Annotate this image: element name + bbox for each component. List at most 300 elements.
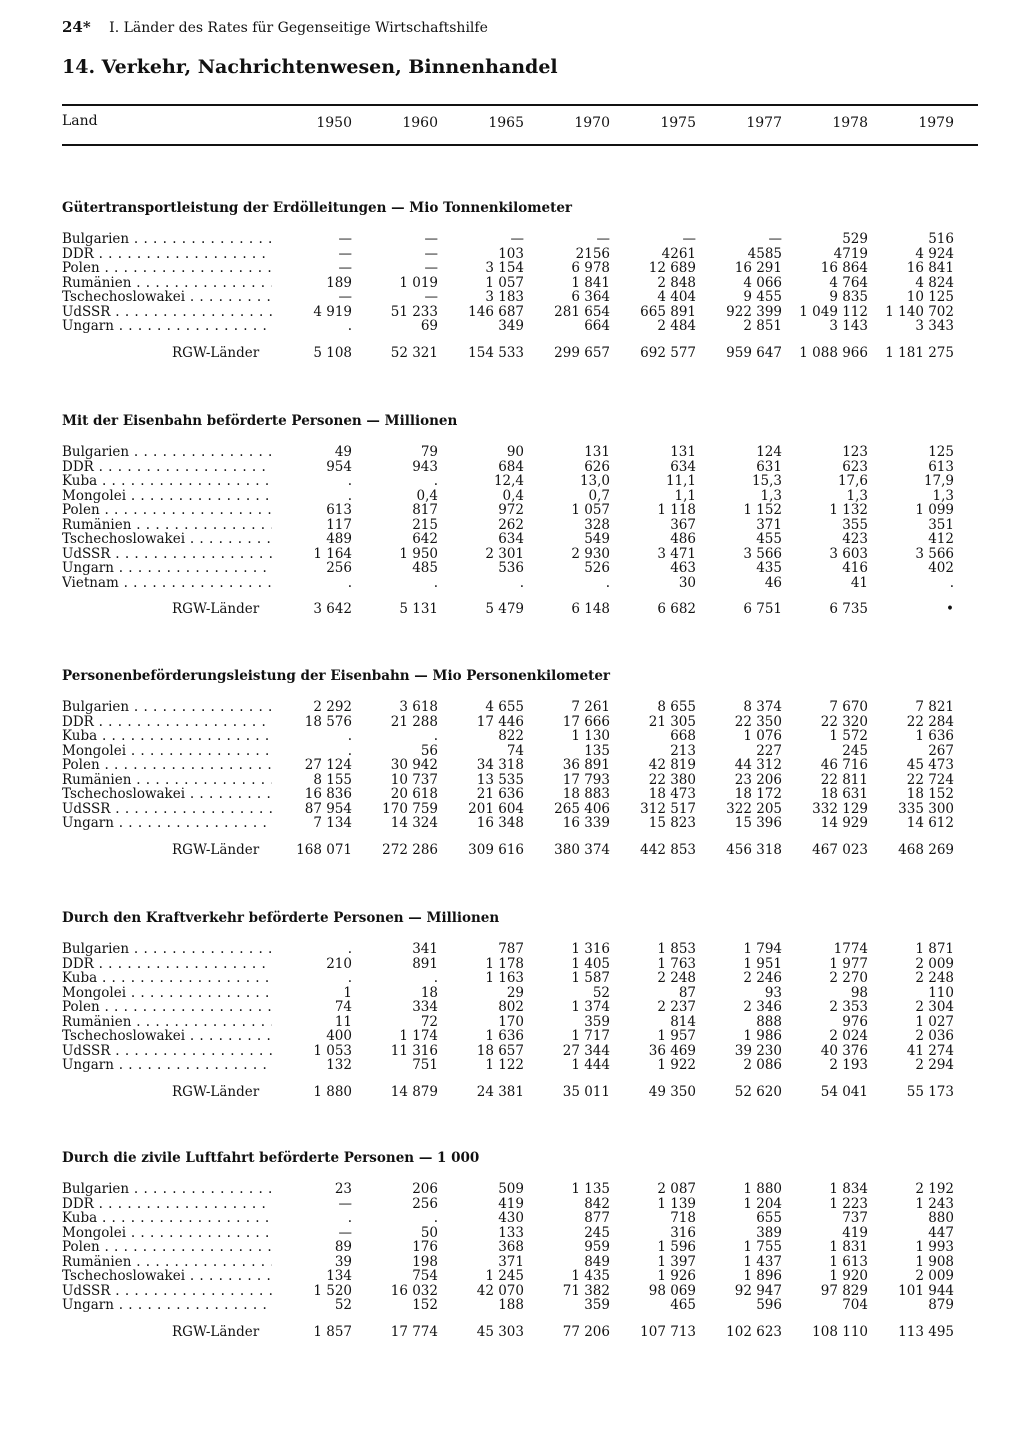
value-cell: 1 397 [657,1253,696,1270]
value-cell: 41 [850,574,868,591]
total-value-cell: 5 479 [485,601,524,617]
value-cell: — [424,289,438,305]
table-row [62,561,978,576]
country-label: Polen . . . [62,758,272,773]
country-label: Tschechoslowakei . . . [62,1269,272,1284]
value-cell: 23 206 [734,771,782,788]
country-label: Polen . . . [62,1000,272,1015]
country-label: Kuba . . . [62,1211,272,1226]
value-cell: . [347,970,352,986]
total-value-cell: • [946,601,954,617]
value-cell: 2 270 [829,970,868,986]
value-cell: 1 636 [485,1028,524,1044]
total-row [62,344,978,362]
value-cell: . [433,574,438,591]
value-cell: 11 316 [390,1042,438,1059]
value-cell: — [596,231,610,247]
table-row [62,971,978,986]
value-cell: 549 [584,531,610,547]
value-cell: 3 618 [399,699,438,715]
value-cell: 613 [326,502,352,518]
value-cell: 1 831 [829,1239,868,1255]
value-cell: 371 [498,1253,524,1270]
value-cell: 170 759 [382,800,438,817]
value-cell: 79 [420,444,438,460]
country-label: Polen . . . [62,1240,272,1255]
value-cell: . [347,574,352,591]
total-value-cell: 14 879 [390,1083,438,1100]
value-cell: 1 135 [571,1181,610,1197]
value-cell: 423 [842,531,868,547]
value-cell: 17 666 [562,713,610,730]
total-value-cell: 54 041 [820,1083,868,1100]
value-cell: 355 [842,516,868,533]
value-cell: 135 [584,742,610,759]
value-cell: 1 794 [743,941,782,957]
value-cell: . [347,473,352,489]
country-label: Ungarn . . . [62,1298,272,1313]
total-label: RGW-Länder [172,841,260,858]
value-cell: 642 [412,531,438,547]
table-row [62,1197,978,1212]
table-section [62,411,978,618]
value-cell: 2 192 [915,1181,954,1197]
value-cell: 1 950 [399,545,438,562]
total-value-cell: 17 774 [390,1323,438,1340]
value-cell: 8 374 [743,699,782,715]
value-cell: 787 [498,941,524,957]
value-cell: 877 [584,1210,610,1226]
value-cell: 312 517 [640,800,696,817]
value-cell: 16 032 [390,1282,438,1299]
value-cell: 1 204 [743,1195,782,1212]
value-cell: 46 716 [820,757,868,773]
total-value-cell: 692 577 [640,344,696,361]
total-value-cell: 3 642 [313,601,352,617]
table-row [62,744,978,759]
table-row [62,1044,978,1059]
value-cell: — [338,260,352,276]
value-cell: 1,3 [760,487,782,504]
table-row [62,518,978,533]
value-cell: 98 069 [648,1282,696,1299]
table-row [62,1058,978,1073]
country-label: Ungarn . . . [62,1058,272,1073]
value-cell: 7 821 [915,699,954,715]
total-row [62,600,978,618]
table-row [62,787,978,802]
value-cell: 1 076 [743,728,782,744]
value-cell: 1 926 [657,1268,696,1284]
value-cell: 74 [334,999,352,1015]
total-value-cell: 1 088 966 [799,344,868,361]
value-cell: 368 [498,1239,524,1255]
value-cell: 188 [498,1297,524,1313]
table-section [62,908,978,1101]
total-row [62,841,978,859]
value-cell: 1 841 [571,274,610,291]
total-value-cell: 52 620 [734,1083,782,1100]
value-cell: 1 437 [743,1253,782,1270]
value-cell: 92 947 [734,1282,782,1299]
value-cell: 1774 [833,941,868,957]
value-cell: 880 [928,1210,954,1226]
value-cell: 842 [584,1195,610,1212]
value-cell: . [433,970,438,986]
value-cell: 8 655 [657,699,696,715]
value-cell: 51 233 [390,303,438,320]
value-cell: 42 070 [476,1282,524,1299]
country-label: Ungarn . . . [62,319,272,334]
country-label: Bulgarien . . . [62,942,272,957]
value-cell: 596 [756,1297,782,1313]
value-cell: 36 469 [648,1042,696,1059]
country-label: Bulgarien . . . [62,1182,272,1197]
country-label: Kuba . . . [62,971,272,986]
value-cell: 1,3 [846,487,868,504]
country-label: Bulgarien . . . [62,445,272,460]
value-cell: 227 [756,742,782,759]
value-cell: 1 118 [657,502,696,518]
total-label: RGW-Länder [172,1323,260,1340]
value-cell: 17 446 [476,713,524,730]
value-cell: 371 [756,516,782,533]
value-cell: 751 [412,1057,438,1073]
value-cell: — [338,289,352,305]
table-section [62,666,978,859]
value-cell: 123 [842,444,868,460]
total-value-cell: 168 071 [296,841,352,858]
value-cell: 2 292 [313,699,352,715]
table-row [62,1182,978,1197]
value-cell: 447 [928,1224,954,1241]
total-value-cell: 1 880 [313,1083,352,1100]
value-cell: 30 942 [390,757,438,773]
value-cell: 21 288 [390,713,438,730]
country-label: Bulgarien . . . [62,232,272,247]
value-cell: 9 455 [743,289,782,305]
table-row [62,489,978,504]
value-cell: 328 [584,516,610,533]
value-cell: 684 [498,458,524,475]
value-cell: 485 [412,560,438,576]
value-cell: 802 [498,999,524,1015]
value-cell: 22 811 [820,771,868,788]
total-value-cell: 309 616 [468,841,524,858]
country-label: Mongolei . . . [62,489,272,504]
value-cell: 1 834 [829,1181,868,1197]
value-cell: 1 880 [743,1181,782,1197]
total-value-cell: 45 303 [476,1323,524,1340]
value-cell: 1 027 [915,1013,954,1030]
value-cell: 56 [420,742,438,759]
value-cell: 1 223 [829,1195,868,1212]
value-cell: 1 520 [313,1282,352,1299]
column-header-year: 1960 [402,115,438,131]
value-cell: 1 049 112 [799,303,868,320]
value-cell: 4 764 [829,274,868,291]
total-value-cell: 52 321 [390,344,438,361]
country-label: Kuba . . . [62,729,272,744]
total-value-cell: 467 023 [812,841,868,858]
value-cell: 972 [498,502,524,518]
country-label: Rumänien . . . [62,276,272,291]
value-cell: . [433,473,438,489]
value-cell: 9 835 [829,289,868,305]
value-cell: 15,3 [751,473,782,489]
value-cell: 2 248 [915,970,954,986]
value-cell: 265 406 [554,800,610,817]
value-cell: 536 [498,560,524,576]
value-cell: 430 [498,1210,524,1226]
value-cell: 1 174 [399,1028,438,1044]
country-label: Mongolei . . . [62,1226,272,1241]
value-cell: 6 978 [571,260,610,276]
value-cell: 3 603 [829,545,868,562]
value-cell: 332 129 [812,800,868,817]
value-cell: 814 [670,1013,696,1030]
column-header-year: 1965 [488,115,524,131]
value-cell: 754 [412,1268,438,1284]
total-value-cell: 6 682 [657,601,696,617]
value-cell: 3 183 [485,289,524,305]
value-cell: 52 [334,1297,352,1313]
value-cell: . [347,318,352,334]
country-label: Rumänien . . . [62,773,272,788]
country-label: DDR . . . [62,460,272,475]
value-cell: 21 636 [476,786,524,802]
value-cell: 22 724 [906,771,954,788]
value-cell: 1 140 702 [885,303,954,320]
value-cell: . [347,742,352,759]
table-row [62,729,978,744]
value-cell: 1 572 [829,728,868,744]
value-cell: 1 057 [485,274,524,291]
value-cell: 14 324 [390,815,438,831]
value-cell: 419 [842,1224,868,1241]
chapter-title: I. Länder des Rates für Gegenseitige Wirtschaftshilfe [109,20,488,36]
value-cell: 1 019 [399,274,438,291]
value-cell: 40 376 [820,1042,868,1059]
value-cell: 2 484 [657,318,696,334]
value-cell: 2 248 [657,970,696,986]
value-cell: 526 [584,560,610,576]
value-cell: 46 [764,574,782,591]
value-cell: 4 824 [915,274,954,291]
value-cell: 1 986 [743,1028,782,1044]
total-value-cell: 456 318 [726,841,782,858]
value-cell: 2 353 [829,999,868,1015]
value-cell: 1 717 [571,1028,610,1044]
value-cell: . [433,728,438,744]
value-cell: 1 763 [657,955,696,972]
value-cell: 613 [928,458,954,475]
value-cell: 13,0 [579,473,610,489]
value-cell: 718 [670,1210,696,1226]
table-row [62,802,978,817]
country-label: Mongolei . . . [62,744,272,759]
total-label: RGW-Länder [172,1083,260,1100]
table-row [62,1029,978,1044]
value-cell: 87 [678,984,696,1001]
country-label: Kuba . . . [62,474,272,489]
table-row [62,503,978,518]
value-cell: 849 [584,1253,610,1270]
value-cell: 267 [928,742,954,759]
value-cell: 1 853 [657,941,696,957]
value-cell: 22 320 [820,713,868,730]
value-cell: 322 205 [726,800,782,817]
total-value-cell: 5 108 [313,344,352,361]
table-title: 14. Verkehr, Nachrichtenwesen, Binnenhandel [62,56,558,78]
value-cell: 281 654 [554,303,610,320]
value-cell: 11,1 [665,473,696,489]
table-row [62,1298,978,1313]
value-cell: 27 124 [304,757,352,773]
country-label: DDR . . . [62,957,272,972]
country-label: UdSSR . . . [62,305,272,320]
column-header-row [62,113,978,135]
total-value-cell: 24 381 [476,1083,524,1100]
value-cell: 1 977 [829,955,868,972]
value-cell: 367 [670,516,696,533]
table-row [62,1015,978,1030]
table-row [62,305,978,320]
value-cell: 2 304 [915,999,954,1015]
country-label: Tschechoslowakei . . . [62,1029,272,1044]
value-cell: 39 [334,1253,352,1270]
value-cell: 463 [670,560,696,576]
table-row [62,474,978,489]
value-cell: 18 473 [648,786,696,802]
value-cell: 30 [678,574,696,591]
value-cell: 516 [928,231,954,247]
table-row [62,942,978,957]
value-cell: 44 312 [734,757,782,773]
value-cell: — [338,1224,352,1241]
value-cell: 7 134 [313,815,352,831]
value-cell: 1 587 [571,970,610,986]
table-section [62,1148,978,1341]
value-cell: 2 294 [915,1057,954,1073]
section-rows [62,445,978,590]
value-cell: 176 [412,1239,438,1255]
value-cell: 27 344 [562,1042,610,1059]
value-cell: 1 596 [657,1239,696,1255]
value-cell: 2 346 [743,999,782,1015]
value-cell: 4 404 [657,289,696,305]
value-cell: 124 [756,444,782,460]
value-cell: 16 841 [906,260,954,276]
value-cell: 1 163 [485,970,524,986]
value-cell: 2 009 [915,1268,954,1284]
table-row [62,445,978,460]
table-row [62,532,978,547]
value-cell: 3 566 [743,545,782,562]
value-cell: 18 631 [820,786,868,802]
value-cell: 1,3 [932,487,954,504]
total-value-cell: 5 131 [399,601,438,617]
value-cell: 4 066 [743,274,782,291]
value-cell: 206 [412,1181,438,1197]
country-label: DDR . . . [62,1197,272,1212]
value-cell: 2 086 [743,1057,782,1073]
value-cell: 1,1 [674,487,696,504]
table-row [62,957,978,972]
section-title: Personenbeförderungsleistung der Eisenbahn — Mio Personenkilometer [62,668,611,684]
value-cell: — [768,231,782,247]
value-cell: 131 [670,444,696,460]
section-rows [62,232,978,334]
value-cell: 359 [584,1013,610,1030]
value-cell: 509 [498,1181,524,1197]
country-label: Ungarn . . . [62,816,272,831]
running-header [62,18,488,36]
value-cell: 17,9 [923,473,954,489]
table-row [62,247,978,262]
value-cell: 704 [842,1297,868,1313]
value-cell: 97 829 [820,1282,868,1299]
value-cell: 10 737 [390,771,438,788]
total-value-cell: 113 495 [898,1323,954,1340]
value-cell: 198 [412,1253,438,1270]
section-rows [62,700,978,831]
value-cell: 87 954 [304,800,352,817]
country-label: Tschechoslowakei . . . [62,290,272,305]
value-cell: 1 164 [313,545,352,562]
table-row [62,1000,978,1015]
value-cell: . [347,941,352,957]
value-cell: 4585 [747,245,782,262]
value-cell: 2 930 [571,545,610,562]
value-cell: 335 300 [898,800,954,817]
value-cell: 146 687 [468,303,524,320]
value-cell: 879 [928,1297,954,1313]
value-cell: 1 922 [657,1057,696,1073]
country-label: Mongolei . . . [62,986,272,1001]
total-value-cell: 272 286 [382,841,438,858]
country-label: Vietnam . . . [62,576,272,591]
value-cell: 668 [670,728,696,744]
value-cell: 1 908 [915,1253,954,1270]
table-row [62,1240,978,1255]
value-cell: 152 [412,1297,438,1313]
value-cell: 11 [334,1013,352,1030]
value-cell: 6 364 [571,289,610,305]
value-cell: 2 009 [915,955,954,972]
section-title: Durch die zivile Luftfahrt beförderte Personen — 1 000 [62,1150,480,1166]
country-label: UdSSR . . . [62,802,272,817]
value-cell: 103 [498,245,524,262]
value-cell: 36 891 [562,757,610,773]
value-cell: 18 152 [906,786,954,802]
value-cell: 3 343 [915,318,954,334]
value-cell: 210 [326,955,352,972]
total-value-cell: 49 350 [648,1083,696,1100]
value-cell: 42 819 [648,757,696,773]
table-row [62,758,978,773]
value-cell: 22 350 [734,713,782,730]
value-cell: 18 [420,984,438,1001]
value-cell: 7 670 [829,699,868,715]
value-cell: 89 [334,1239,352,1255]
total-value-cell: 959 647 [726,344,782,361]
value-cell: 17,6 [837,473,868,489]
total-value-cell: 102 623 [726,1323,782,1340]
value-cell: 215 [412,516,438,533]
value-cell: 1 053 [313,1042,352,1059]
column-header-year: 1950 [316,115,352,131]
